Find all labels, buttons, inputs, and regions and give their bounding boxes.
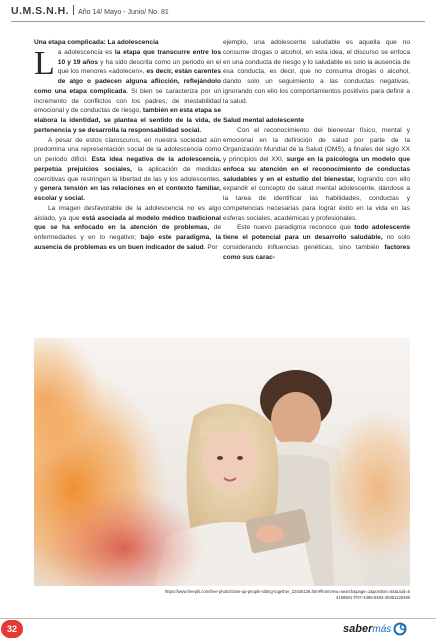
sabermas-logo: [343, 621, 413, 637]
section-heading-adolescencia: Una etapa complicada: La adolescencia: [34, 39, 159, 46]
paragraph-gap: [223, 106, 410, 116]
text-run: Este nuevo paradigma reconoce que: [237, 224, 355, 232]
drop-cap: L: [34, 44, 55, 82]
left-column: [34, 38, 221, 253]
right-column: [223, 38, 410, 262]
left-paragraph-3: [34, 204, 221, 253]
text-run: . Por: [203, 243, 218, 251]
logo-swirl-icon: [392, 621, 408, 637]
text-run-bold: genera tensión en las relaciones en el contexto familiar, escolar y social.: [34, 185, 221, 202]
text-run: no solo considerando influencias genéticas, sino también: [223, 234, 410, 251]
text-run: y ha sido descrita como un periodo en el que los menores «adolecen»,: [57, 58, 221, 76]
text-run-bold: la etapa que transcurre entre los 10 y 19 años: [57, 48, 221, 66]
text-run: logrando con ello expandir el concepto de salud mental adolescente, dándose a la tarea de identificar las habilidades, conductas y competencias necesarias para lograr éxito en la vida en las esferas sociales, académicas y profesionales.: [223, 175, 410, 222]
logo-text-mas: más: [372, 623, 392, 635]
text-run: Con el reconocimiento del bienestar físico, mental y emocional en la definición de salud por parte de la Organización Mundial de la Salud (OMS), a finales del siglo XX y principios del XXI,: [223, 126, 410, 163]
page-number-badge: [1, 620, 23, 638]
text-run: A pesar de estos claroscuros, en nuestra sociedad aún predomina una representación social de la adolescencia como un periodo difícil.: [34, 136, 221, 163]
left-paragraph-1: [34, 44, 222, 136]
text-run: a adolescencia es: [57, 48, 115, 56]
text-run: la aplicación de medidas coercitivas que restringen la libertad de las y los adolescentes, y: [34, 165, 221, 193]
text-run-bold: factores como sus carac-: [223, 243, 410, 261]
logo-text-saber: saber: [343, 623, 373, 635]
header-rule: [11, 21, 425, 22]
left-paragraph-2: [34, 136, 221, 204]
photo-credit-line-2[interactable]: 4159601-f707-4399-8493-40361128396: [336, 595, 410, 600]
issue-info: Año 14/ Mayo - Junio/ No. 81: [78, 9, 169, 16]
text-run-bold: es decir, están carentes de algo o padecen alguna aflicción, reflejándolo como una etapa complicada: [34, 68, 221, 95]
footer-rule: [0, 618, 436, 619]
right-paragraph-3: [223, 223, 410, 262]
photo-credit[interactable]: [34, 589, 410, 601]
photo-illustration: [34, 338, 410, 586]
header-separator: [73, 5, 74, 15]
article-photo: [34, 338, 410, 586]
section-heading-salud-mental: Salud mental adolescente: [223, 117, 304, 124]
page-number: 32: [6, 624, 17, 634]
text-run: La imagen desfavorable de la adolescencia no es algo aislado, ya que: [34, 204, 221, 222]
journal-name: U.M.S.N.H.: [11, 5, 70, 17]
text-run-bold: bajo este paradigma, la ausencia de problemas es un buen indicador de salud: [34, 234, 221, 251]
text-run-bold: Esta idea negativa de la adolescencia, perpetúa prejuicios sociales,: [34, 156, 221, 173]
text-run: . Si bien se caracteriza por un incremento de conflictos con los padres, de inestabilidad emocional y de conductas de riesgo,: [34, 87, 222, 115]
photo-credit-line-1[interactable]: https://www.freepik.com/free-photo/close-up-people-sitting-together_22635136.htm#fromView=search&page=1&position=44&uuid=5: [164, 589, 410, 594]
text-run-bold: surge en la psicología un modelo que enfoca su atención en el reconocimiento de conductas saludables y en el estudio del bienestar,: [223, 156, 410, 183]
text-run-bold: está asociada al modelo médico tradicional que se ha enfocado en la atención de problemas,: [34, 214, 221, 232]
right-paragraph-2: [223, 126, 410, 224]
page-header: [11, 4, 425, 22]
text-run-bold: todo adolescente tiene el potencial para un desarrollo saludable,: [223, 224, 410, 241]
right-paragraph-1: ejemplo, una adolescente saludable es aquella que no consume drogas o alcohol, en esta idea, el discurso se enfoca en una conducta de riesgo y lo saludable es solo la ausencia de esa conducta, es decir, que no consuma drogas o alcohol, dando solo un seguimiento a las conductas negativas, ignorando con ello los comportamientos positivos para definir a la salud.: [223, 39, 410, 105]
text-run-bold: también en esta etapa se elabora la identidad, se plantea el sentido de la vida, de pertenencia y se desarrolla la responsabilidad social.: [34, 107, 221, 134]
text-run: de enfermedades y en lo negativo;: [34, 224, 221, 241]
